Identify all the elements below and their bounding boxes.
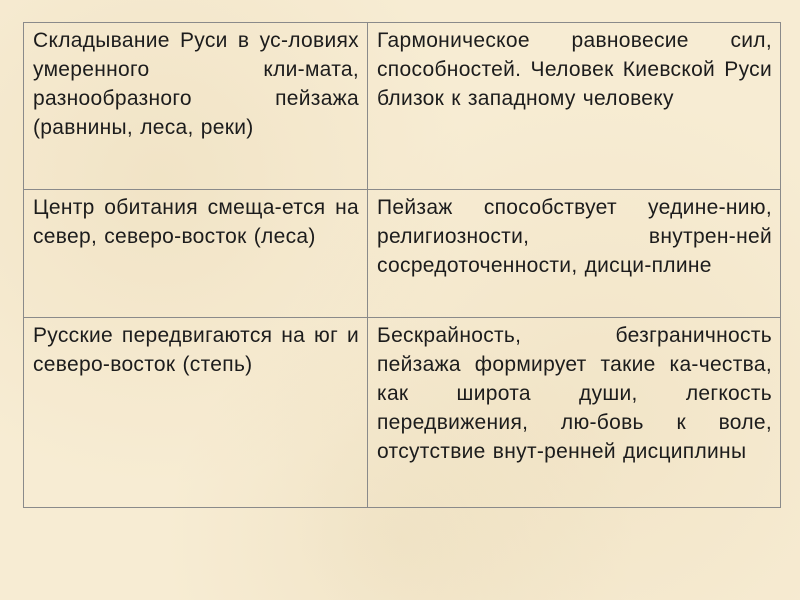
cell-text: Русские передвигаются на юг и северо-восток (степь) <box>33 324 359 376</box>
table-cell-left <box>24 23 368 190</box>
cell-text: Гармоническое равновесие сил, способностей. Человек Киевской Руси близок к западному человеку <box>377 29 772 110</box>
table-row <box>24 318 781 508</box>
cell-text: Центр обитания смеща-ется на север, северо-восток (леса) <box>33 196 359 248</box>
comparison-table <box>23 22 781 508</box>
table-row <box>24 23 781 190</box>
cell-text: Складывание Руси в ус-ловиях умеренного кли-мата, разнообразного пейзажа (равнины, леса, реки) <box>33 29 359 139</box>
table-cell-right <box>368 23 781 190</box>
table-cell-left <box>24 318 368 508</box>
table-cell-left <box>24 190 368 318</box>
table-row <box>24 190 781 318</box>
table-cell-right <box>368 190 781 318</box>
cell-text: Пейзаж способствует уедине-нию, религиозности, внутрен-ней сосредоточенности, дисци-плине <box>377 196 772 277</box>
cell-text: Бескрайность, безграничность пейзажа формирует такие ка-чества, как широта души, легкость передвижения, лю-бовь к воле, отсутствие внут-ренней дисциплины <box>377 324 772 463</box>
table-cell-right <box>368 318 781 508</box>
